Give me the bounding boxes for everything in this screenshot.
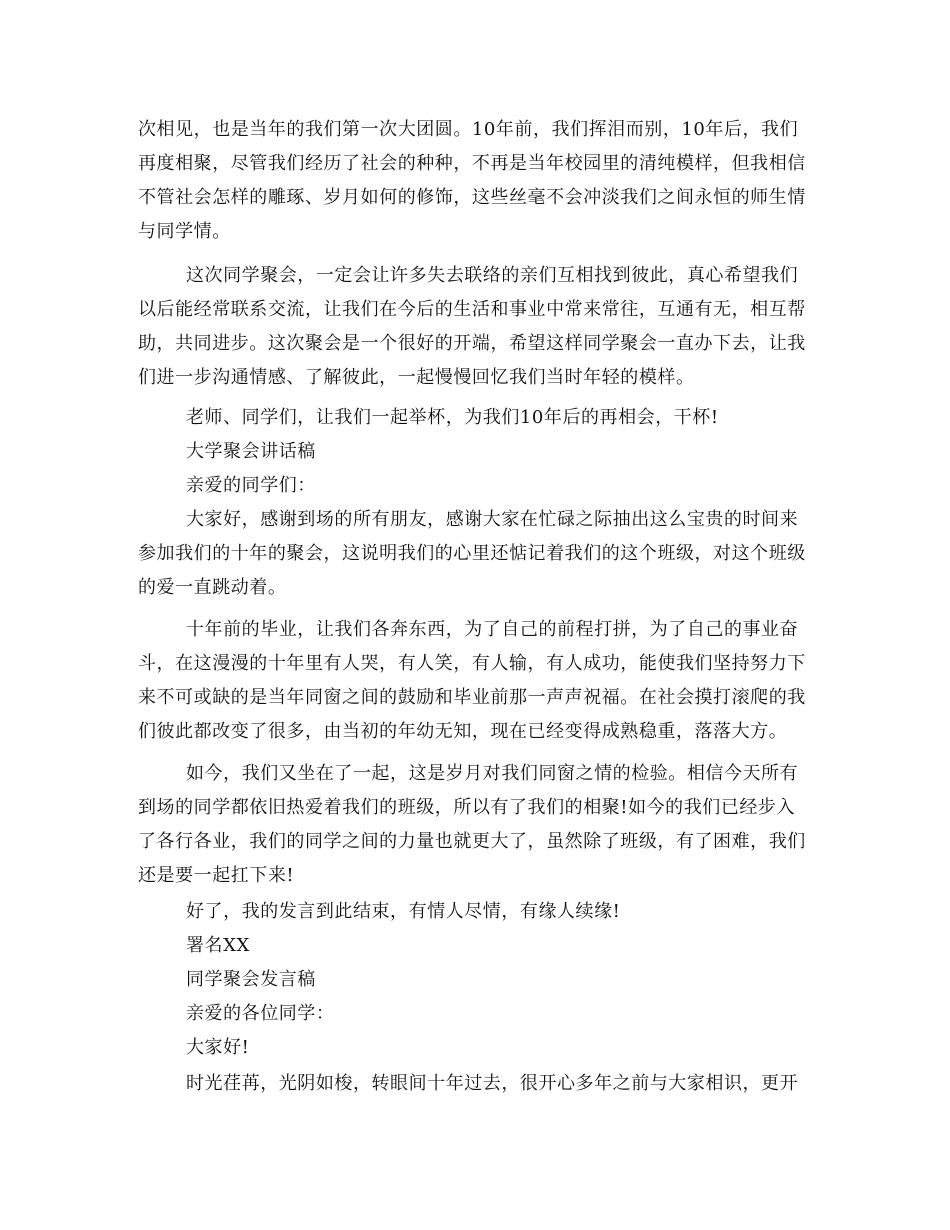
greeting-line: 大家好! (186, 1037, 250, 1058)
text-line: 到场的同学都依旧热爱着我们的班级，所以有了我们的相聚!如今的我们已经步入 (138, 797, 796, 818)
text-line: 再度相聚，尽管我们经历了社会的种种，不再是当年校园里的清纯模样，但我相信 (138, 153, 806, 174)
section-heading: 同学聚会发言稿 (186, 969, 316, 990)
text-line: 们彼此都改变了很多，由当初的年幼无知，现在已经变得成熟稳重，落落大方。 (138, 721, 788, 742)
text-line: 还是要一起扛下来! (138, 865, 295, 886)
text-line: 与同学情。 (138, 221, 231, 242)
signature-line: 署名XX (186, 935, 250, 956)
text-line: 次相见，也是当年的我们第一次大团圆。10年前，我们挥泪而别，10年后，我们 (138, 119, 799, 140)
text-line: 了各行各业，我们的同学之间的力量也就更大了，虽然除了班级，有了困难，我们 (138, 831, 806, 852)
text-line: 斗，在这漫漫的十年里有人哭，有人笑，有人输，有人成功，能使我们坚持努力下 (138, 653, 806, 674)
text-line: 大家好，感谢到场的所有朋友，感谢大家在忙碌之际抽出这么宝贵的时间来 (186, 509, 799, 530)
salutation: 亲爱的同学们： (186, 475, 316, 496)
text-line: 来不可或缺的是当年同窗之间的鼓励和毕业前那一声声祝福。在社会摸打滚爬的我 (138, 687, 806, 708)
text-line: 这次同学聚会，一定会让许多失去联络的亲们互相找到彼此，真心希望我们 (186, 265, 799, 286)
text-line: 如今，我们又坐在了一起，这是岁月对我们同窗之情的检验。相信今天所有 (186, 763, 799, 784)
text-line: 好了，我的发言到此结束，有情人尽情，有缘人续缘! (186, 901, 621, 922)
section-heading: 大学聚会讲话稿 (186, 441, 316, 462)
text-line: 不管社会怎样的雕琢、岁月如何的修饰，这些丝毫不会冲淡我们之间永恒的师生情 (138, 187, 806, 208)
salutation: 亲爱的各位同学： (186, 1003, 335, 1024)
text-line: 以后能经常联系交流，让我们在今后的生活和事业中常来常往，互通有无，相互帮 (138, 299, 806, 320)
text-line: 们进一步沟通情感、了解彼此，一起慢慢回忆我们当时年轻的模样。 (138, 367, 695, 388)
text-line: 老师、同学们，让我们一起举杯，为我们10年后的再相会，干杯! (186, 407, 719, 428)
text-line: 时光荏苒，光阴如梭，转眼间十年过去，很开心多年之前与大家相识，更开 (186, 1073, 799, 1094)
text-line: 的爱一直跳动着。 (138, 577, 287, 598)
text-line: 参加我们的十年的聚会，这说明我们的心里还惦记着我们的这个班级，对这个班级 (138, 543, 806, 564)
text-line: 助，共同进步。这次聚会是一个很好的开端，希望这样同学聚会一直办下去，让我 (138, 333, 806, 354)
text-line: 十年前的毕业，让我们各奔东西，为了自己的前程打拼，为了自己的事业奋 (186, 619, 799, 640)
